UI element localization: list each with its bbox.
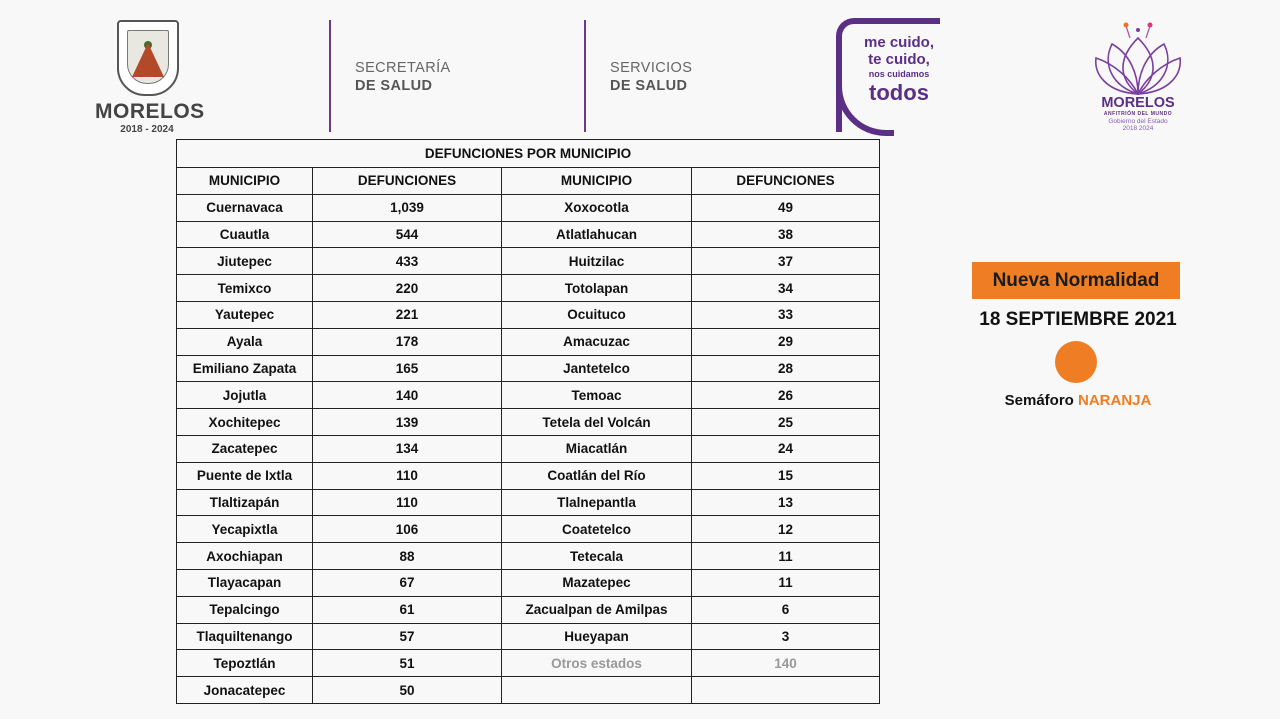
municipio-cell: Hueyapan [502,623,692,650]
municipio-cell [502,677,692,704]
municipio-cell: Cuernavaca [177,194,313,221]
municipio-cell: Emiliano Zapata [177,355,313,382]
municipio-cell: Huitzilac [502,248,692,275]
defunciones-cell: 140 [692,650,880,677]
defunciones-cell: 3 [692,623,880,650]
defunciones-cell: 33 [692,301,880,328]
municipio-cell: Tlaquiltenango [177,623,313,650]
table-row [177,489,880,516]
table-row [177,462,880,489]
state-name: MORELOS [95,100,205,123]
municipio-cell: Jonacatepec [177,677,313,704]
defunciones-cell: 51 [313,650,502,677]
municipio-cell: Jojutla [177,382,313,409]
slogan-line1: me cuido, [863,34,934,51]
table-row [177,569,880,596]
defunciones-cell: 61 [313,596,502,623]
gov-tagline: ANFITRIÓN DEL MUNDO [1103,111,1173,117]
defunciones-cell: 12 [692,516,880,543]
table-row [177,328,880,355]
table-row [177,275,880,302]
gov-subtitle [1078,118,1198,132]
lotus-logo-icon [1090,20,1186,100]
municipio-cell: Tepalcingo [177,596,313,623]
dept1-line1: SECRETARÍA [355,60,451,76]
secretaria-salud-logo [355,59,451,95]
report-date: 18 SEPTIEMBRE 2021 [979,309,1177,330]
defunciones-cell: 57 [313,623,502,650]
municipio-cell: Cuautla [177,221,313,248]
municipio-cell: Atlatlahucan [502,221,692,248]
table-row [177,543,880,570]
servicios-salud-logo [610,59,692,95]
defunciones-cell: 165 [313,355,502,382]
defunciones-cell: 106 [313,516,502,543]
defunciones-cell: 28 [692,355,880,382]
dept1-line2: DE SALUD [355,78,433,94]
slogan-logo [850,34,948,105]
table-row [177,516,880,543]
municipio-cell: Totolapan [502,275,692,302]
defunciones-cell: 11 [692,543,880,570]
municipio-cell: Xochitepec [177,409,313,436]
table-row [177,355,880,382]
defunciones-cell: 220 [313,275,502,302]
municipio-cell: Puente de Ixtla [177,462,313,489]
divider [329,20,331,132]
gov-line1: Gobierno del Estado [1108,118,1168,125]
municipio-cell: Mazatepec [502,569,692,596]
municipio-cell: Yautepec [177,301,313,328]
defunciones-cell: 37 [692,248,880,275]
dept2-line2: DE SALUD [610,78,688,94]
defunciones-cell: 221 [313,301,502,328]
col-header-municipio: MUNICIPIO [177,168,313,195]
semaforo-light-icon [1055,341,1097,383]
defunciones-cell: 544 [313,221,502,248]
municipio-cell: Jiutepec [177,248,313,275]
municipio-cell: Coatetelco [502,516,692,543]
municipio-cell: Coatlán del Río [502,462,692,489]
defunciones-cell: 34 [692,275,880,302]
defunciones-cell: 24 [692,435,880,462]
municipio-cell: Xoxocotla [502,194,692,221]
defunciones-cell: 110 [313,489,502,516]
defunciones-cell: 67 [313,569,502,596]
municipio-cell: Ayala [177,328,313,355]
municipio-cell: Zacatepec [177,435,313,462]
municipio-cell: Tlalnepantla [502,489,692,516]
gov-line2: 2018 2024 [1122,125,1154,132]
defunciones-cell: 26 [692,382,880,409]
slogan-line2: te cuido, [868,51,930,68]
defunciones-cell: 1,039 [313,194,502,221]
phase-badge: Nueva Normalidad [972,262,1180,299]
table-row [177,677,880,704]
defunciones-cell: 38 [692,221,880,248]
table-row [177,221,880,248]
defunciones-cell: 13 [692,489,880,516]
defunciones-cell: 139 [313,409,502,436]
defunciones-cell: 178 [313,328,502,355]
table-row [177,301,880,328]
table-body [177,194,880,703]
table-row [177,194,880,221]
table-row [177,409,880,436]
col-header-defunciones: DEFUNCIONES [313,168,502,195]
municipio-cell: Jantetelco [502,355,692,382]
defunciones-cell: 11 [692,569,880,596]
defunciones-cell: 140 [313,382,502,409]
semaforo-color-name: NARANJA [1078,392,1152,409]
municipio-cell: Tetecala [502,543,692,570]
col-header-defunciones: DEFUNCIONES [692,168,880,195]
slogan-line3: nos cuidamos [868,69,930,79]
semaforo-status [960,392,1196,409]
table-row [177,382,880,409]
municipio-cell: Temixco [177,275,313,302]
municipio-cell: Tlaltizapán [177,489,313,516]
municipio-cell: Miacatlán [502,435,692,462]
defunciones-cell: 110 [313,462,502,489]
defunciones-cell: 15 [692,462,880,489]
defunciones-cell: 88 [313,543,502,570]
table-row [177,435,880,462]
municipio-cell: Zacualpan de Amilpas [502,596,692,623]
table-title: DEFUNCIONES POR MUNICIPIO [177,140,880,168]
municipio-cell: Axochiapan [177,543,313,570]
municipio-cell: Temoac [502,382,692,409]
state-years: 2018 - 2024 [120,124,174,135]
defunciones-cell: 25 [692,409,880,436]
dept2-line1: SERVICIOS [610,60,693,76]
defunciones-cell: 134 [313,435,502,462]
defunciones-cell: 433 [313,248,502,275]
defunciones-cell: 50 [313,677,502,704]
municipio-cell: Tepoztlán [177,650,313,677]
municipio-cell: Amacuzac [502,328,692,355]
table-row [177,596,880,623]
col-header-municipio: MUNICIPIO [502,168,692,195]
defunciones-cell: 6 [692,596,880,623]
divider [584,20,586,132]
deaths-by-municipality-table [176,139,880,704]
municipio-cell: Tetela del Volcán [502,409,692,436]
state-coat-of-arms [117,20,179,96]
defunciones-cell: 29 [692,328,880,355]
defunciones-cell [692,677,880,704]
defunciones-cell: 49 [692,194,880,221]
gov-name: MORELOS [1101,95,1175,111]
table-row [177,650,880,677]
municipio-cell: Otros estados [502,650,692,677]
municipio-cell: Yecapixtla [177,516,313,543]
semaforo-prefix: Semáforo [1004,392,1074,409]
municipio-cell: Ocuituco [502,301,692,328]
slogan-line4: todos [869,80,929,105]
table-row [177,623,880,650]
municipio-cell: Tlayacapan [177,569,313,596]
table-row [177,248,880,275]
